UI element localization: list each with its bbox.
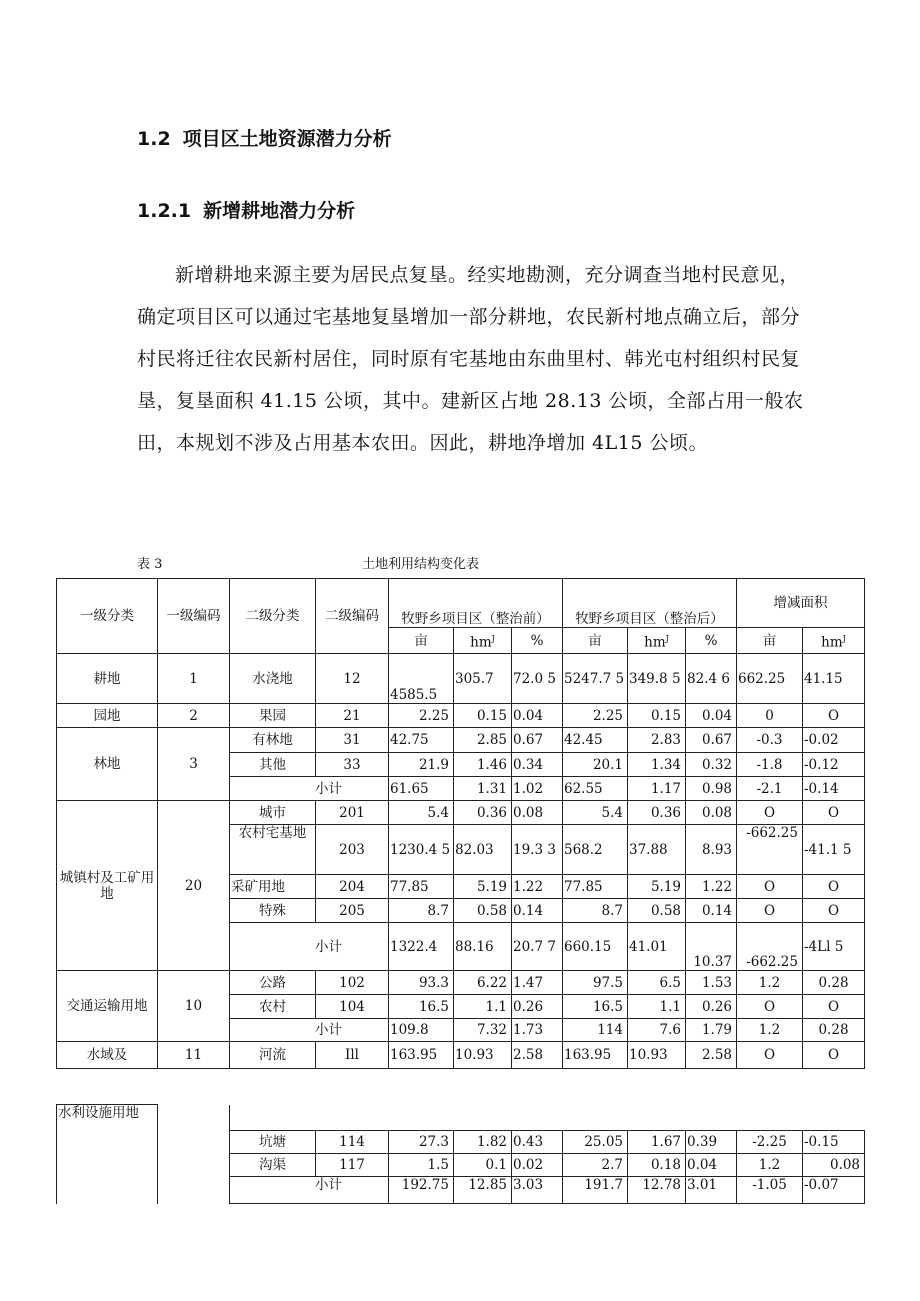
table-cell: 0.43 <box>512 1131 563 1154</box>
table-cell: 205 <box>316 899 389 923</box>
table-cell: 0.67 <box>686 728 737 753</box>
table-cell: 82.4 6 <box>686 654 737 704</box>
table-cell: 3.01 <box>686 1177 737 1204</box>
table-cell: -662.25 <box>737 923 803 971</box>
table-cell: 163.95 <box>389 1042 454 1069</box>
unit-text: hm <box>644 634 666 651</box>
table-cell: 有林地 <box>230 728 316 753</box>
table-row <box>57 971 865 995</box>
table-cell: 0.36 <box>628 801 686 825</box>
table-cell: 0.26 <box>686 995 737 1019</box>
table-cell: 62.55 <box>563 777 628 801</box>
table-cell: 0.15 <box>454 704 512 728</box>
unit-cell: % <box>512 628 563 654</box>
table-cell: 城镇村及工矿用地 <box>57 801 158 971</box>
table-cell: 城市 <box>230 801 316 825</box>
header-cell: 牧野乡项目区（整治前） <box>389 579 563 628</box>
table-cell: 特殊 <box>230 899 316 923</box>
table-cell: 1.2 <box>737 1154 803 1177</box>
table-cell: 191.7 <box>563 1177 628 1204</box>
table-cell: O <box>803 995 865 1019</box>
table-cell: 采矿用地 <box>230 875 316 899</box>
table-cell: 1.2 <box>737 971 803 995</box>
unit-cell <box>454 628 512 654</box>
unit-cell: % <box>686 628 737 654</box>
header-cell: 牧野乡项目区（整治后） <box>563 579 737 628</box>
table-cell: 6.5 <box>628 971 686 995</box>
subtotal-label: 小计 <box>230 777 389 801</box>
table-cell: -0.02 <box>803 728 865 753</box>
table-cell: 660.15 <box>563 923 628 971</box>
subtotal-label: 小计 <box>230 923 389 971</box>
table-cell: 耕地 <box>57 654 158 704</box>
table-row <box>57 1042 865 1069</box>
header-row <box>57 579 865 628</box>
table-cell: 104 <box>316 995 389 1019</box>
table-cell: 97.5 <box>563 971 628 995</box>
table-cell: 662.25 <box>737 654 803 704</box>
table-cell: 2.83 <box>628 728 686 753</box>
table-cell: -1.8 <box>737 753 803 777</box>
table-cell: 20.1 <box>563 753 628 777</box>
land-use-table <box>56 578 865 1069</box>
table-cell: 1.22 <box>686 875 737 899</box>
table-cell: 0.26 <box>512 995 563 1019</box>
table-cell: 0.28 <box>803 1019 865 1042</box>
table-cell: 7.32 <box>454 1019 512 1042</box>
table-cell: 10.93 <box>454 1042 512 1069</box>
table-cell: 农村 <box>230 995 316 1019</box>
table-cell: 8.93 <box>686 825 737 875</box>
table-cell: 16.5 <box>389 995 454 1019</box>
table-cell: 6.22 <box>454 971 512 995</box>
table-cell: 0.08 <box>686 801 737 825</box>
table-cell: 204 <box>316 875 389 899</box>
table-cell: 42.45 <box>563 728 628 753</box>
table-cell: 20.7 7 <box>512 923 563 971</box>
table-cell: 1.31 <box>454 777 512 801</box>
table-cell: O <box>737 875 803 899</box>
table-cell: 33 <box>316 753 389 777</box>
table-cell: 10 <box>158 971 230 1042</box>
table-cell: O <box>803 875 865 899</box>
table-cell: -41.1 5 <box>803 825 865 875</box>
unit-text: hm <box>470 634 492 651</box>
table-cell: 1.5 <box>389 1154 454 1177</box>
table-cell: 水浇地 <box>230 654 316 704</box>
table-cell: O <box>803 801 865 825</box>
table-cell: 5.4 <box>389 801 454 825</box>
table-cell: 0.14 <box>512 899 563 923</box>
spacer-cell <box>230 1105 865 1131</box>
table-cell: 12.78 <box>628 1177 686 1204</box>
table-cell: 0.58 <box>454 899 512 923</box>
table-cell: 水域及 <box>57 1042 158 1069</box>
table-cell: 8.7 <box>563 899 628 923</box>
paragraph-line: 村民将迁往农民新村居住，同时原有宅基地由东曲里村、韩光屯村组织村民复 <box>137 348 801 370</box>
table-cell: 2.25 <box>563 704 628 728</box>
paragraph-line: 田，本规划不涉及占用基本农田。因此，耕地净增加 4L15 公顷。 <box>137 432 708 454</box>
table-cell: 1.02 <box>512 777 563 801</box>
table-cell: 201 <box>316 801 389 825</box>
table-cell: 21.9 <box>389 753 454 777</box>
table-cell: -0.12 <box>803 753 865 777</box>
table-row <box>57 801 865 825</box>
table-cell: 61.65 <box>389 777 454 801</box>
table-cell: 园地 <box>57 704 158 728</box>
table-cell: 0.36 <box>454 801 512 825</box>
table-cell: 交通运输用地 <box>57 971 158 1042</box>
table-cell: 其他 <box>230 753 316 777</box>
table-cell: 12 <box>316 654 389 704</box>
unit-sup: J <box>842 633 846 643</box>
table-cell: -2.1 <box>737 777 803 801</box>
table-cell: O <box>737 801 803 825</box>
table-cell: 82.03 <box>454 825 512 875</box>
table-cell: 3.03 <box>512 1177 563 1204</box>
table-cell: 2.58 <box>512 1042 563 1069</box>
table-cell: 2.58 <box>686 1042 737 1069</box>
table-cell: 1.46 <box>454 753 512 777</box>
table-cell: 88.16 <box>454 923 512 971</box>
paragraph-line: 新增耕地来源主要为居民点复垦。经实地勘测，充分调查当地村民意见， <box>175 264 800 286</box>
table-cell: 77.85 <box>389 875 454 899</box>
table-cell: 41.15 <box>803 654 865 704</box>
header-cell: 一级分类 <box>57 579 158 654</box>
table-cell: -0.3 <box>737 728 803 753</box>
table-cell: 0.18 <box>628 1154 686 1177</box>
table-cell: 19.3 3 <box>512 825 563 875</box>
table-cell: 1.47 <box>512 971 563 995</box>
table-cell: 1.67 <box>628 1131 686 1154</box>
table-cell: 72.0 5 <box>512 654 563 704</box>
table-cell: 1.79 <box>686 1019 737 1042</box>
paragraph-line: 垦，复垦面积 41.15 公顷，其中。建新区占地 28.13 公顷，全部占用一般农 <box>137 390 804 412</box>
body-paragraph <box>137 254 889 464</box>
table-cell: 1.82 <box>454 1131 512 1154</box>
table-cell: 77.85 <box>563 875 628 899</box>
table-cell: 93.3 <box>389 971 454 995</box>
table-cell: 12.85 <box>454 1177 512 1204</box>
unit-cell <box>628 628 686 654</box>
land-use-table-continued <box>56 1104 865 1204</box>
table-cell: 1.17 <box>628 777 686 801</box>
table-cell: 41.01 <box>628 923 686 971</box>
table-cell: 4585.5 <box>389 654 454 704</box>
table-cell: -1.05 <box>737 1177 803 1204</box>
section-heading-1-2-1 <box>137 196 355 223</box>
table-row <box>57 654 865 704</box>
table-cell: O <box>803 899 865 923</box>
table-cell: 2.7 <box>563 1154 628 1177</box>
table-cell: 5.4 <box>563 801 628 825</box>
table-row <box>57 1105 865 1131</box>
table-cell: O <box>737 995 803 1019</box>
table-cell: 31 <box>316 728 389 753</box>
table-cell: -0.14 <box>803 777 865 801</box>
table-cell: 1.1 <box>454 995 512 1019</box>
table-cell: O <box>737 899 803 923</box>
table-cell: 0.08 <box>512 801 563 825</box>
table-cell: 2 <box>158 704 230 728</box>
table-cell: 0.67 <box>512 728 563 753</box>
table-cell: Ill <box>316 1042 389 1069</box>
table-cell: 0.39 <box>686 1131 737 1154</box>
table-cell: 3 <box>158 728 230 801</box>
table-cell: 37.88 <box>628 825 686 875</box>
table-cell: 0.15 <box>628 704 686 728</box>
table-cell: 1322.4 <box>389 923 454 971</box>
table-cell: 20 <box>158 801 230 971</box>
table-cell: 0.98 <box>686 777 737 801</box>
table-cell: 0.34 <box>512 753 563 777</box>
table-cell: 果园 <box>230 704 316 728</box>
table-cell: 7.6 <box>628 1019 686 1042</box>
table-cell: 0.04 <box>686 1154 737 1177</box>
table-cell: 27.3 <box>389 1131 454 1154</box>
empty-cell <box>158 1105 230 1204</box>
table-cell: 10.93 <box>628 1042 686 1069</box>
section-heading-1-2 <box>137 124 392 151</box>
table-cell: 河流 <box>230 1042 316 1069</box>
table-cell: 11 <box>158 1042 230 1069</box>
table-cell: 坑塘 <box>230 1131 316 1154</box>
table-cell: 0 <box>737 704 803 728</box>
subtotal-label: 小计 <box>230 1177 389 1204</box>
table-cell: O <box>803 704 865 728</box>
table-cell: 农村宅基地 <box>230 825 316 875</box>
table-cell: 21 <box>316 704 389 728</box>
table-cell: -2.25 <box>737 1131 803 1154</box>
paragraph-line: 确定项目区可以通过宅基地复垦增加一部分耕地，农民新村地点确立后，部分 <box>137 306 801 328</box>
table-cell: 2.25 <box>389 704 454 728</box>
table-cell: 水利设施用地 <box>57 1105 158 1204</box>
table-cell: 305.7 <box>454 654 512 704</box>
header-cell: 增减面积 <box>737 579 865 628</box>
table-cell: -0.07 <box>803 1177 865 1204</box>
table-cell: 114 <box>316 1131 389 1154</box>
unit-sup: J <box>491 633 495 643</box>
table-cell: 349.8 5 <box>628 654 686 704</box>
table-cell: 102 <box>316 971 389 995</box>
unit-cell: 亩 <box>737 628 803 654</box>
table-cell: 568.2 <box>563 825 628 875</box>
table-cell: 公路 <box>230 971 316 995</box>
table-cell: 109.8 <box>389 1019 454 1042</box>
heading-text: 新增耕地潜力分析 <box>203 200 356 222</box>
table-cell: 114 <box>563 1019 628 1042</box>
table-cell: 0.08 <box>803 1154 865 1177</box>
unit-sup: J <box>665 633 669 643</box>
table-cell: 1.53 <box>686 971 737 995</box>
table-row <box>57 728 865 753</box>
table-cell: 0.02 <box>512 1154 563 1177</box>
table-cell: 0.32 <box>686 753 737 777</box>
table-cell: 0.14 <box>686 899 737 923</box>
table-cell: 42.75 <box>389 728 454 753</box>
unit-cell <box>803 628 865 654</box>
table-cell: 2.85 <box>454 728 512 753</box>
table-cell: -4Ll 5 <box>803 923 865 971</box>
table-cell: 0.28 <box>803 971 865 995</box>
table-row <box>57 704 865 728</box>
unit-cell: 亩 <box>563 628 628 654</box>
table-cell: 1.34 <box>628 753 686 777</box>
table-cell: O <box>803 1042 865 1069</box>
table-cell: 10.37 <box>686 923 737 971</box>
table-cell: 25.05 <box>563 1131 628 1154</box>
table-cell: 1.2 <box>737 1019 803 1042</box>
table-cell: O <box>737 1042 803 1069</box>
table-cell: 163.95 <box>563 1042 628 1069</box>
table-cell: 林地 <box>57 728 158 801</box>
heading-number: 1.2 <box>137 128 171 150</box>
table-cell: 117 <box>316 1154 389 1177</box>
table-cell: 0.04 <box>686 704 737 728</box>
table-cell: 0.58 <box>628 899 686 923</box>
table-cell: 0.04 <box>512 704 563 728</box>
table-cell: 1.22 <box>512 875 563 899</box>
table-cell: 5.19 <box>454 875 512 899</box>
table-cell: -662.25 <box>737 825 803 875</box>
table-cell: 1 <box>158 654 230 704</box>
table-cell: 1.1 <box>628 995 686 1019</box>
header-cell: 一级编码 <box>158 579 230 654</box>
subtotal-label: 小计 <box>230 1019 389 1042</box>
header-cell: 二级编码 <box>316 579 389 654</box>
table-label: 表 3 <box>137 557 163 572</box>
table-cell: 0.1 <box>454 1154 512 1177</box>
header-cell: 二级分类 <box>230 579 316 654</box>
table-cell: 沟渠 <box>230 1154 316 1177</box>
table-cell: 1.73 <box>512 1019 563 1042</box>
heading-number: 1.2.1 <box>137 200 192 222</box>
unit-cell: 亩 <box>389 628 454 654</box>
table-title: 土地利用结构变化表 <box>362 557 480 572</box>
table-cell: 5247.7 5 <box>563 654 628 704</box>
table-cell: -0.15 <box>803 1131 865 1154</box>
table-cell: 192.75 <box>389 1177 454 1204</box>
table-cell: 8.7 <box>389 899 454 923</box>
unit-text: hm <box>821 634 843 651</box>
table-cell: 203 <box>316 825 389 875</box>
heading-text: 项目区土地资源潜力分析 <box>182 128 392 150</box>
table-cell: 16.5 <box>563 995 628 1019</box>
table-cell: 5.19 <box>628 875 686 899</box>
table-cell: 1230.4 5 <box>389 825 454 875</box>
